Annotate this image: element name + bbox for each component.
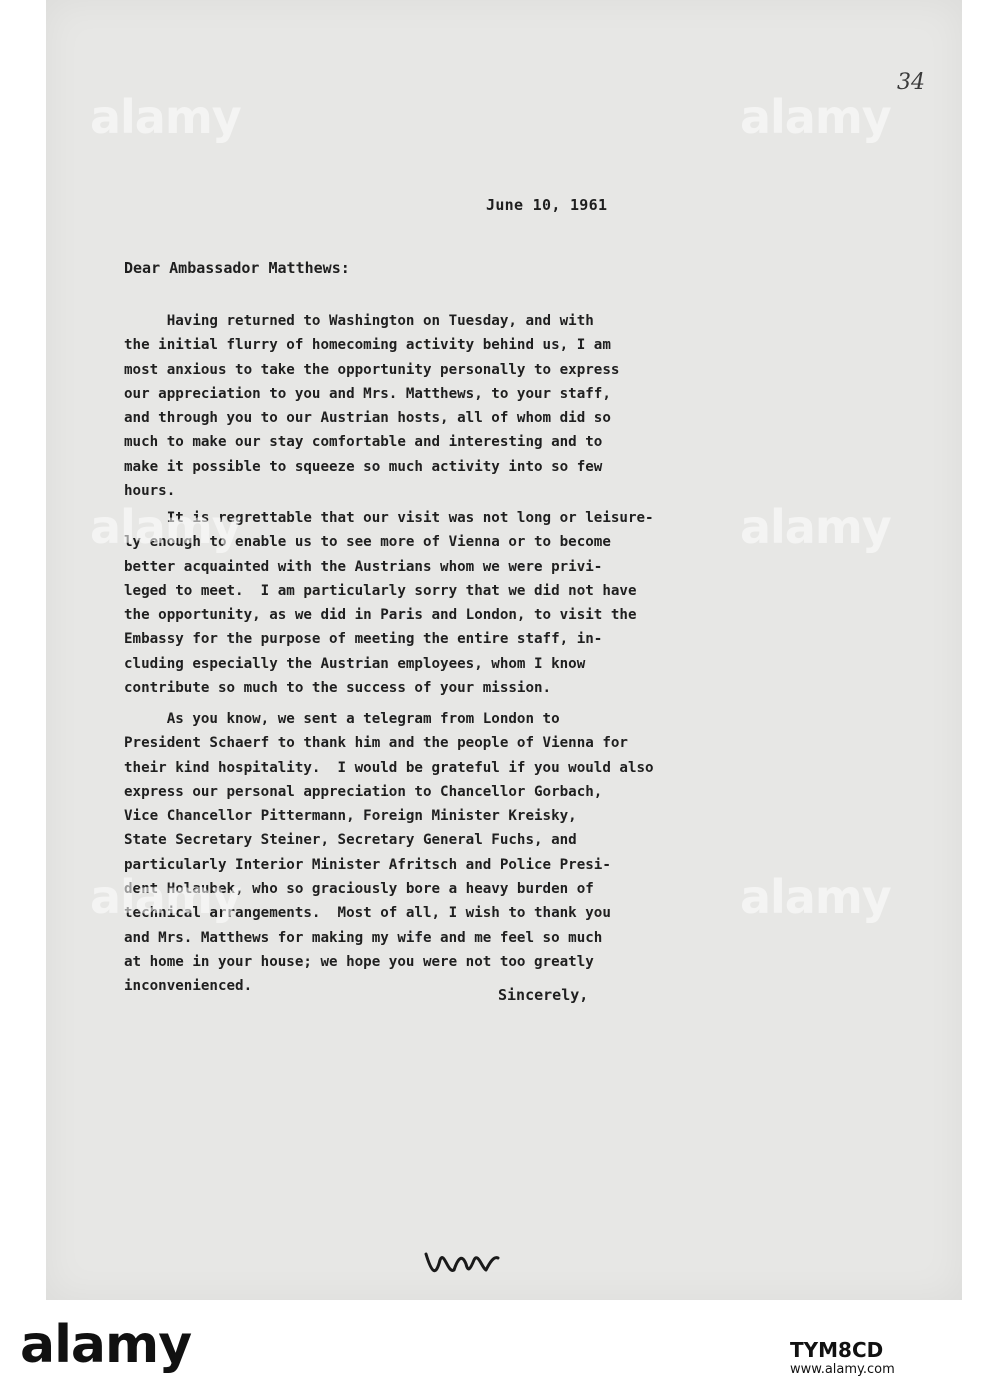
paragraph-line: make it possible to squeeze so much activity into so few [124, 458, 603, 475]
paragraph-line: inconvenienced. [124, 978, 253, 995]
paragraph-line: State Secretary Steiner, Secretary General Fuchs, and [124, 832, 577, 849]
paragraph-line: express our personal appreciation to Chancellor Gorbach, [124, 783, 603, 800]
paragraph-line: President Schaerf to thank him and the people of Vienna for [124, 735, 628, 752]
page-number: 34 [897, 70, 925, 95]
paragraph-line: the opportunity, as we did in Paris and London, to visit the [124, 607, 637, 624]
paragraph-line: and through you to our Austrian hosts, all of whom did so [124, 410, 611, 427]
letter-date: June 10, 1961 [486, 196, 608, 214]
paragraph-line: Embassy for the purpose of meeting the entire staff, in- [124, 631, 603, 648]
paragraph-line: As you know, we sent a telegram from London to [124, 711, 560, 727]
paragraph-line: better acquainted with the Austrians whom we were privi- [124, 558, 603, 575]
footer-logo: alamy [20, 1315, 192, 1375]
closing: Sincerely, [498, 986, 589, 1004]
paragraph-line: Vice Chancellor Pittermann, Foreign Minister Kreisky, [124, 808, 577, 825]
watermark: alamy [740, 500, 891, 554]
image-id: TYM8CD [790, 1338, 884, 1362]
paragraph-1 [124, 309, 619, 503]
paragraph-3 [124, 707, 654, 999]
paragraph-line: the initial flurry of homecoming activity behind us, I am [124, 337, 611, 354]
paragraph-line: our appreciation to you and Mrs. Matthews, to your staff, [124, 385, 611, 402]
paragraph-line: Having returned to Washington on Tuesday, and with [124, 313, 594, 329]
watermark: alamy [90, 870, 241, 924]
paragraph-line: It is regrettable that our visit was not long or leisure- [124, 510, 654, 526]
watermark: alamy [90, 90, 241, 144]
paragraph-line: hours. [124, 483, 176, 500]
salutation: Dear Ambassador Matthews: [124, 259, 350, 277]
watermark: alamy [740, 870, 891, 924]
paragraph-line: most anxious to take the opportunity personally to express [124, 361, 620, 378]
paragraph-line: their kind hospitality. I would be grateful if you would also [124, 759, 654, 776]
handwritten-initials [422, 1240, 502, 1280]
footer-url: www.alamy.com [790, 1362, 895, 1377]
paragraph-line: at home in your house; we hope you were not too greatly [124, 953, 594, 970]
paragraph-line: technical arrangements. Most of all, I wish to thank you [124, 905, 611, 922]
paragraph-line: particularly Interior Minister Afritsch and Police Presi- [124, 856, 611, 873]
paragraph-line: much to make our stay comfortable and interesting and to [124, 434, 603, 451]
paragraph-line: contribute so much to the success of your mission. [124, 680, 552, 697]
watermark: alamy [90, 500, 241, 554]
paragraph-line: leged to meet. I am particularly sorry that we did not have [124, 582, 637, 599]
paragraph-line: and Mrs. Matthews for making my wife and me feel so much [124, 929, 603, 946]
paragraph-line: dent Holaubek, who so graciously bore a heavy burden of [124, 881, 594, 898]
paragraph-line: ly enough to enable us to see more of Vienna or to become [124, 534, 611, 551]
paragraph-line: cluding especially the Austrian employees, whom I know [124, 655, 586, 672]
watermark: alamy [740, 90, 891, 144]
